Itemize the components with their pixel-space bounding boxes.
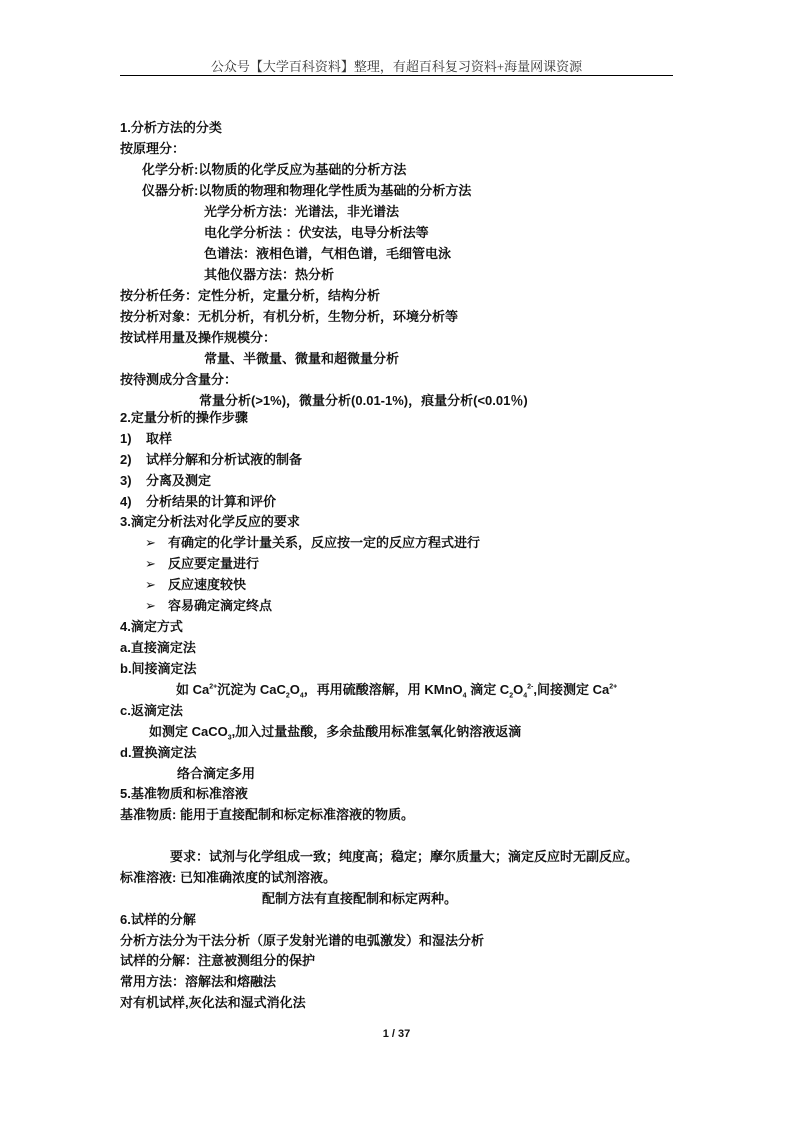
formula-line: 如测定 CaCO$_3$,加入过量盐酸，多余盐酸用标准氢氧化钠溶液返滴 <box>149 724 522 742</box>
list-item: ➢ 有确定的化学计量关系，反应按一定的反应方程式进行 <box>145 535 481 550</box>
text-line: 电化学分析法 ：伏安法，电导分析法等 <box>204 225 429 240</box>
text-line: 光学分析方法：光谱法，非光谱法 <box>204 204 400 219</box>
text-line: 其他仪器方法：热分析 <box>204 267 335 282</box>
formula-line: 如 $Ca^{2+}$沉淀为 $CaC_2O_4$，再用硫酸溶解，用 KMnO$_4$ 滴定 $C_2O_4^{2-}$,间接测定 $Ca^{2+}$ <box>176 682 618 700</box>
heading-2: 2.定量分析的操作步骤 <box>120 410 248 425</box>
page-number: 1 / 37 <box>382 1028 411 1040</box>
arrow-bullet-icon: ➢ <box>145 577 156 592</box>
text-line: 按原理分： <box>120 141 186 156</box>
text-line: 络合滴定多用 <box>177 766 256 781</box>
text-line: 基准物质: 能用于直接配制和标定标准溶液的物质。 <box>120 807 414 822</box>
list-item: ➢ 容易确定滴定终点 <box>145 598 273 613</box>
heading-6: 6.试样的分解 <box>120 912 196 927</box>
header-rule <box>120 75 673 76</box>
text-line: 按待测成分含量分： <box>120 372 238 387</box>
text-line: 常用方法：溶解法和熔融法 <box>120 974 277 989</box>
text-line: c.返滴定法 <box>120 703 183 718</box>
heading-4: 4.滴定方式 <box>120 619 183 634</box>
text-line: 常量、半微量、微量和超微量分析 <box>204 351 400 366</box>
text-line: 按试样用量及操作规模分： <box>120 330 277 345</box>
text-line: 要求：试剂与化学组成一致；纯度高；稳定；摩尔质量大；滴定反应时无副反应。 <box>170 849 639 864</box>
list-item: ➢ 反应速度较快 <box>145 577 247 592</box>
text-line: 配制方法有直接配制和标定两种。 <box>262 891 458 906</box>
list-item: 4) 分析结果的计算和评价 <box>120 494 277 509</box>
text-line: a.直接滴定法 <box>120 640 196 655</box>
page-header: 公众号【大学百科资料】整理，有超百科复习资料+海量网课资源 <box>210 59 583 74</box>
text-line: 标准溶液: 已知准确浓度的试剂溶液。 <box>120 870 336 885</box>
text-line: 色谱法：液相色谱，气相色谱，毛细管电泳 <box>204 246 452 261</box>
text-line: 试样的分解：注意被测组分的保护 <box>120 953 316 968</box>
text-line: 常量分析(>1%)，微量分析(0.01-1%)，痕量分析(<0.01％) <box>199 393 528 408</box>
text-line: 按分析任务：定性分析，定量分析，结构分析 <box>120 288 381 303</box>
list-item: 3) 分离及测定 <box>120 473 212 488</box>
heading-5: 5.基准物质和标准溶液 <box>120 786 248 801</box>
text-line: 分析方法分为干法分析（原子发射光谱的电弧激发）和湿法分析 <box>120 933 485 948</box>
list-item: 2) 试样分解和分析试液的制备 <box>120 452 303 467</box>
text-line: 仪器分析:以物质的物理和物理化学性质为基础的分析方法 <box>142 183 472 198</box>
arrow-bullet-icon: ➢ <box>145 556 156 571</box>
heading-3: 3.滴定分析法对化学反应的要求 <box>120 514 300 529</box>
text-line: 对有机试样,灰化法和湿式消化法 <box>120 995 306 1010</box>
list-item: ➢ 反应要定量进行 <box>145 556 260 571</box>
text-line: 按分析对象：无机分析，有机分析，生物分析，环境分析等 <box>120 309 459 324</box>
text-line: b.间接滴定法 <box>120 661 197 676</box>
text-line: 化学分析:以物质的化学反应为基础的分析方法 <box>142 162 407 177</box>
arrow-bullet-icon: ➢ <box>145 598 156 613</box>
arrow-bullet-icon: ➢ <box>145 535 156 550</box>
list-item: 1) 取样 <box>120 431 173 446</box>
heading-1: 1.分析方法的分类 <box>120 120 222 135</box>
text-line: d.置换滴定法 <box>120 745 197 760</box>
